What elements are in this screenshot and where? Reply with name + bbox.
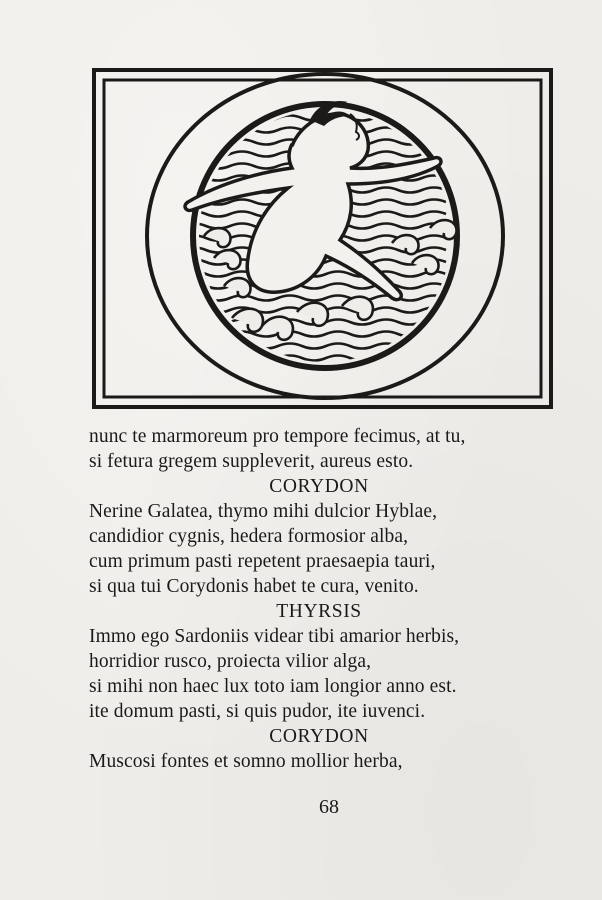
verse-line: nunc te marmoreum pro tempore fecimus, at tu, xyxy=(89,426,466,447)
speaker-heading: CORYDON xyxy=(269,726,369,747)
verse-line: si mihi non haec lux toto iam longior anno est. xyxy=(89,676,457,697)
verse-line: ite domum pasti, si quis pudor, ite iuvenci. xyxy=(89,701,426,722)
speaker-heading: THYRSIS xyxy=(276,601,362,622)
verse-line: Immo ego Sardoniis videar tibi amarior herbis, xyxy=(89,626,460,647)
woodcut-initial-o xyxy=(92,68,553,409)
verse-line: si fetura gregem suppleverit, aureus esto. xyxy=(89,451,414,472)
verse-line: horridior rusco, proiecta vilior alga, xyxy=(89,651,372,672)
page-number: 68 xyxy=(319,796,339,818)
speaker-heading: CORYDON xyxy=(269,476,369,497)
verse-line: candidior cygnis, hedera formosior alba, xyxy=(89,526,409,547)
verse-line: cum primum pasti repetent praesaepia tauri, xyxy=(89,551,436,572)
verse-line: Nerine Galatea, thymo mihi dulcior Hyblae, xyxy=(89,501,438,522)
verse-line: si qua tui Corydonis habet te cura, venito. xyxy=(89,576,419,597)
verse-line: Muscosi fontes et somno mollior herba, xyxy=(89,751,403,772)
poem-text xyxy=(89,424,529,774)
